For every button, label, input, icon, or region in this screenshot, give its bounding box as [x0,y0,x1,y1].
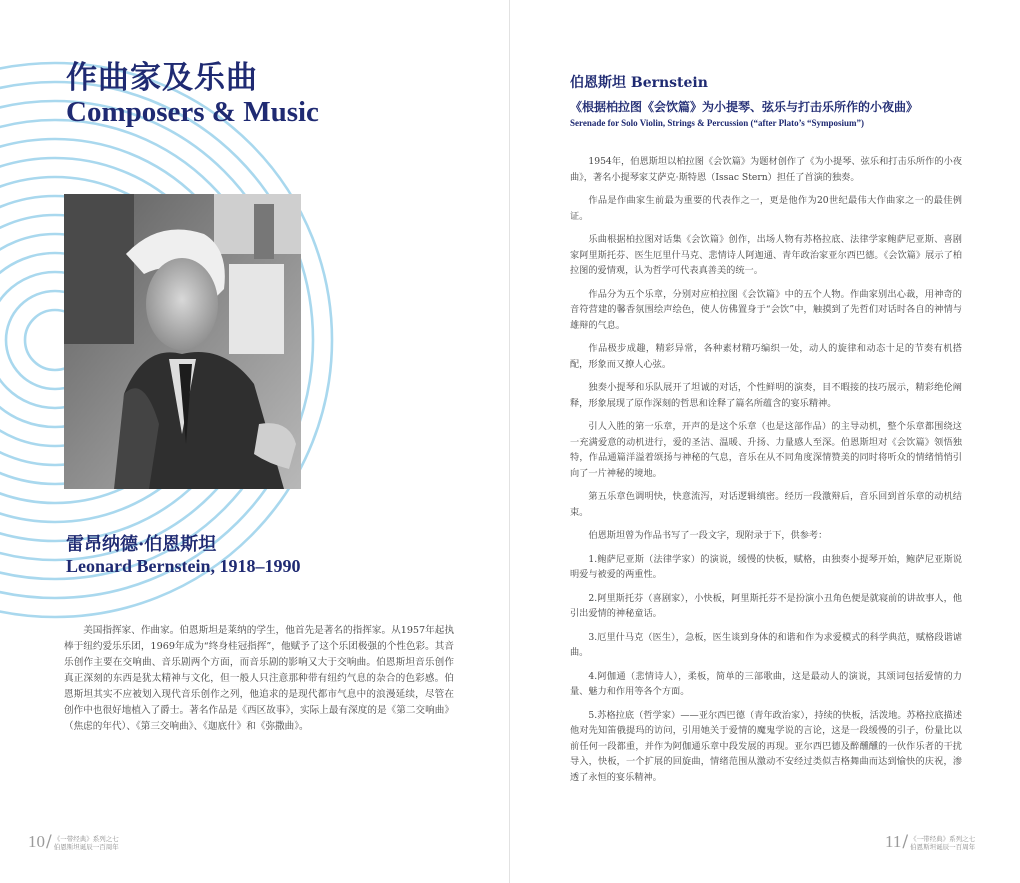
list-item: 2.阿里斯托芬（喜剧家），小快板，阿里斯托芬不是扮演小丑角色便是就寝前的讲故事人，他引出爱情的神秘童话。 [570,592,962,619]
paragraph: 引人入胜的第一乐章，开声的是这个乐章（也是这部作品）的主导动机，整个乐章都围绕这一充满爱意的动机进行，爱的圣洁、温暖、升扬、力量感人至深。伯恩斯坦对《会饮篇》领悟独特，作品通篇洋溢着颂扬与神秘的气息，音乐在从不同角度深情赞美的同时将听众的情绪悄悄引向了一片神秘的境地。 [570,421,962,479]
composer-biography: 美国指挥家、作曲家。伯恩斯坦是莱纳的学生，他首先是著名的指挥家。从1957年起执棒于纽约爱乐乐团，1969年成为“终身桂冠指挥”，他赋予了这个乐团极强的个性色彩。其音乐创作主要在交响曲、音乐剧两个方面，而音乐剧的影响又大于交响曲。伯恩斯坦音乐创作真正深刻的东西是犹太精神与文化，但一般人只注意那种带有纽约气息的杂合的色彩感。伯恩斯坦其实不应被划入现代音乐创作之列，他追求的是现代都市气息中的浪漫延续，尽管在创作中也很好地植入了爵士。著名作品是《西区故事》，实际上最有深度的是《第二交响曲》（焦虑的年代）、《第三交响曲》、《迦底什》和《弥撒曲》。 [64,625,454,732]
paragraph: 独奏小提琴和乐队展开了坦诚的对话，个性鲜明的演奏，目不暇接的技巧展示，精彩绝伦阐释，形象展现了原作深刻的哲思和诠释了篇名所蕴含的宴乐精神。 [570,382,962,409]
section-composer-heading: 伯恩斯坦 Bernstein [570,75,708,91]
page-footer-left [28,833,119,851]
paragraph: 伯恩斯坦曾为作品书写了一段文字，现附录于下，供参考： [588,530,828,541]
list-item: 3.厄里什马克（医生），急板，医生谈到身体的和谐和作为求爱模式的科学典范，赋格段谐谑曲。 [570,631,962,658]
right-page [510,0,1020,883]
series-caption: 《一带经典》系列之七 伯恩斯坦诞辰一百周年 [910,835,976,851]
list-item: 5.苏格拉底（哲学家）——亚尔西巴德（青年政治家），持续的快板，活泼地。苏格拉底描述他对先知笛俄提玛的访问，引用她关于爱情的魔鬼学说的言论，这是一段缓慢的引子，份量比以前任何一段都重，并作为阿伽通乐章中段发展的再现。亚尔西巴德及醉醺醺的一伙作乐者的干扰导入，快板，一个扩展的回旋曲，情绪范围从激动不安经过类似吉格舞曲而达到愉快的庆祝，渗透了永恒的宴乐精神。 [570,709,962,783]
program-notes [570,154,962,793]
work-title-chinese: 《根据柏拉图《会饮篇》为小提琴、弦乐与打击乐所作的小夜曲》 [570,100,919,114]
folio-divider: / [902,832,909,852]
paragraph: 作品极步成趣，精彩异常，各种素材精巧编织一处，动人的旋律和动态十足的节奏有机搭配，形象而又撩人心弦。 [570,343,962,370]
page-title-chinese: 作曲家及乐曲 [66,60,258,96]
composer-name-chinese: 雷昂纳德·伯恩斯坦 [66,534,217,555]
work-title-english: Serenade for Solo Violin, Strings & Percussion (“after Plato’s “Symposium”) [570,118,865,128]
composer-portrait-photo [64,194,301,489]
series-caption: 《一带经典》系列之七 伯恩斯坦诞辰一百周年 [53,835,119,851]
page-footer-right [885,833,975,851]
paragraph: 作品是作曲家生前最为重要的代表作之一，更是他作为20世纪最伟大作曲家之一的最佳例证。 [570,195,962,222]
folio-divider: / [46,832,52,852]
paragraph: 乐曲根据柏拉图对话集《会饮篇》创作，出场人物有苏格拉底、法律学家鲍萨尼亚斯、喜剧家阿里斯托芬、医生厄里什马克、悲情诗人阿迦通、青年政治家亚尔西巴德。《会饮篇》展示了柏拉图的爱情观，认为哲学可代表真善美的统一。 [570,234,962,276]
list-item: 1.鲍萨尼亚斯（法律学家）的演说，缓慢的快板，赋格，由独奏小提琴开始，鲍萨尼亚斯说明爱与被爱的两重性。 [570,553,962,580]
left-page [0,0,509,883]
page-title-english: Composers & Music [66,96,319,128]
paragraph: 1954年，伯恩斯坦以柏拉图《会饮篇》为题材创作了《为小提琴、弦乐和打击乐所作的小夜曲》，著名小提琴家艾萨克·斯特恩（Issac Stern）担任了首演的独奏。 [570,156,962,183]
paragraph: 第五乐章色调明快，快意流泻，对话逻辑缜密。经历一段激辩后，音乐回到首乐章的动机结束。 [570,491,962,518]
composer-name-english: Leonard Bernstein, 1918–1990 [66,556,301,576]
page-number: 11 [885,832,902,851]
paragraph: 作品分为五个乐章，分别对应柏拉图《会饮篇》中的五个人物。作曲家别出心裁，用神奇的音符营建的馨香氛围绘声绘色，使人仿佛置身于“会饮”中，触摸到了先哲们对话时各自的神情与雄辩的气息。 [570,288,962,331]
list-item: 4.阿伽通（悲情诗人），柔板，简单的三部歌曲，这是最动人的演说，其颂词包括爱情的力量、魅力和作用等各个方面。 [570,670,962,697]
page-number: 10 [28,832,45,851]
